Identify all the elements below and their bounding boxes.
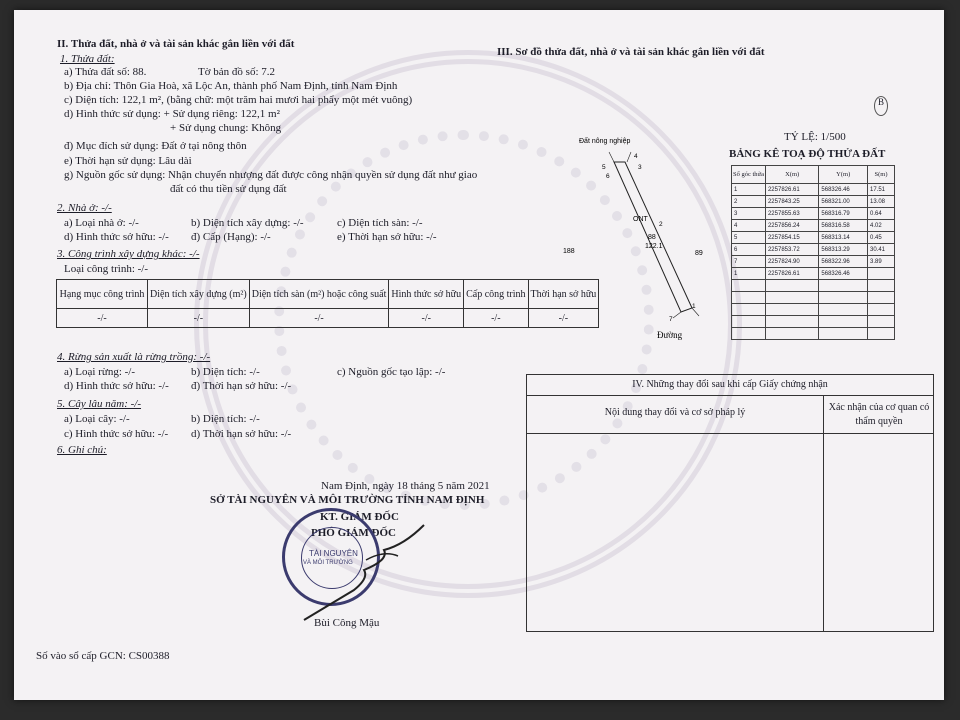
coord-cell-y: 568326.46: [819, 184, 868, 196]
works-col-term: Thời hạn sở hữu: [528, 280, 599, 309]
coordinate-table: [731, 165, 895, 340]
works-table: [56, 279, 599, 328]
house-heading: 2. Nhà ở: -/-: [57, 202, 112, 214]
coord-cell-y: 568326.46: [819, 268, 868, 280]
trees-ownership: c) Hình thức sở hữu: -/-: [64, 428, 169, 440]
coord-cell-y: 568313.14: [819, 232, 868, 244]
coord-cell-y: [819, 316, 868, 328]
coord-cell-x: 2257855.63: [765, 208, 818, 220]
land-map-sheet: Tờ bản đồ số: 7.2: [198, 66, 276, 78]
house-type: a) Loại nhà ở: -/-: [64, 217, 139, 229]
trees-heading: 5. Cây lâu năm: -/-: [57, 398, 142, 410]
coord-row: [732, 184, 895, 196]
coord-cell-point: 4: [732, 220, 766, 232]
coord-cell-x: 2257843.25: [765, 196, 818, 208]
signatory-role: KT. GIÁM ĐỐC: [320, 511, 399, 523]
coord-cell-y: [819, 328, 868, 340]
coord-cell-x: [765, 316, 818, 328]
land-parcel-no: a) Thửa đất số: 88.: [64, 66, 147, 78]
coord-col-y: Y(m): [819, 166, 868, 184]
land-usage-form: d) Hình thức sử dụng: + Sử dụng riêng: 122,1 m²: [64, 108, 280, 120]
trees-area: b) Diện tích: -/-: [191, 413, 260, 425]
coord-col-x: X(m): [765, 166, 818, 184]
coord-cell-point: [732, 292, 766, 304]
coord-row: [732, 304, 895, 316]
works-col-item: Hạng mục công trình: [57, 280, 148, 309]
coord-col-point: Số góc thửa: [732, 166, 766, 184]
works-col-floor-area: Diện tích sàn (m²) hoặc công suất: [249, 280, 389, 309]
coord-row: [732, 280, 895, 292]
coord-cell-s: [868, 280, 895, 292]
sketch-land-code: ONT: [633, 216, 648, 223]
section-iii-title: III. Sơ đồ thửa đất, nhà ở và tài sản khác gắn liền với đất: [497, 46, 765, 58]
coord-cell-point: [732, 316, 766, 328]
coord-cell-s: 0.45: [868, 232, 895, 244]
coord-cell-s: 13.08: [868, 196, 895, 208]
sketch-vertex: 6: [606, 173, 610, 180]
coord-cell-point: 1: [732, 184, 766, 196]
house-grade: đ) Cấp (Hạng): -/-: [191, 231, 271, 243]
registry-number: Số vào sổ cấp GCN: CS00388: [36, 650, 170, 662]
coord-cell-x: [765, 280, 818, 292]
works-col-grade: Cấp công trình: [464, 280, 528, 309]
changes-header-rule: [527, 433, 933, 434]
coord-cell-s: 3.89: [868, 256, 895, 268]
map-scale: TỶ LỆ: 1/500: [784, 131, 846, 143]
coord-cell-x: 2257826.61: [765, 268, 818, 280]
changes-box: [526, 374, 934, 632]
sketch-vertex: 3: [638, 164, 642, 171]
coord-row: [732, 268, 895, 280]
works-cell: -/-: [249, 309, 389, 328]
forest-area: b) Diện tích: -/-: [191, 366, 260, 378]
coord-row: [732, 328, 895, 340]
forest-ownership: d) Hình thức sở hữu: -/-: [64, 380, 169, 392]
notes-heading: 6. Ghi chú:: [57, 444, 107, 456]
sketch-vertex: 7: [669, 316, 673, 323]
forest-heading: 4. Rừng sản xuất là rừng trồng: -/-: [57, 351, 211, 363]
coord-cell-s: 0.64: [868, 208, 895, 220]
coord-row: [732, 292, 895, 304]
house-term: e) Thời hạn sở hữu: -/-: [337, 231, 437, 243]
coord-cell-x: 2257856.24: [765, 220, 818, 232]
coord-cell-x: [765, 304, 818, 316]
land-term: e) Thời hạn sử dụng: Lâu dài: [64, 155, 192, 167]
sketch-parcel-no: 88: [648, 234, 656, 241]
handwritten-signature: [294, 520, 444, 630]
changes-col-content: Nội dung thay đổi và cơ sở pháp lý: [604, 407, 746, 418]
coord-cell-s: 30.41: [868, 244, 895, 256]
forest-term: đ) Thời hạn sở hữu: -/-: [191, 380, 292, 392]
coord-row: [732, 244, 895, 256]
coord-row: [732, 208, 895, 220]
coord-cell-x: [765, 292, 818, 304]
sketch-vertex: 4: [634, 153, 638, 160]
coord-row: [732, 220, 895, 232]
coord-cell-point: [732, 304, 766, 316]
sketch-vertex: 2: [659, 221, 663, 228]
coord-cell-x: [765, 328, 818, 340]
coord-cell-y: [819, 304, 868, 316]
coord-cell-point: 6: [732, 244, 766, 256]
coord-rows: [732, 184, 895, 340]
works-cell: -/-: [148, 309, 250, 328]
issuing-department: SỞ TÀI NGUYÊN VÀ MÔI TRƯỜNG TỈNH NAM ĐỊNH: [210, 494, 485, 506]
forest-origin: c) Nguồn gốc tạo lập: -/-: [337, 366, 446, 378]
coord-cell-point: 3: [732, 208, 766, 220]
thua-dat-heading: 1. Thửa đất:: [60, 53, 115, 65]
works-col-built-area: Diện tích xây dựng (m²): [148, 280, 250, 309]
coord-cell-s: [868, 316, 895, 328]
changes-title: IV. Những thay đổi sau khi cấp Giấy chứng nhận: [527, 375, 933, 396]
sketch-vertex: 5: [602, 164, 606, 171]
coord-cell-point: [732, 328, 766, 340]
land-origin-cont: đất có thu tiền sử dụng đất: [170, 183, 287, 195]
coord-cell-x: 2257853.72: [765, 244, 818, 256]
works-cell: -/-: [528, 309, 599, 328]
coord-row: [732, 256, 895, 268]
coord-cell-point: 7: [732, 256, 766, 268]
coord-cell-y: 568313.29: [819, 244, 868, 256]
works-heading: 3. Công trình xây dựng khác: -/-: [57, 248, 200, 260]
changes-divider: [823, 396, 824, 631]
sketch-neighbor-right: 89: [695, 250, 703, 257]
coord-cell-point: [732, 280, 766, 292]
coord-cell-y: 568316.79: [819, 208, 868, 220]
coord-cell-s: [868, 268, 895, 280]
coord-cell-y: 568316.58: [819, 220, 868, 232]
coord-cell-x: 2257824.90: [765, 256, 818, 268]
coord-cell-y: [819, 280, 868, 292]
coord-cell-s: [868, 292, 895, 304]
coord-cell-x: 2257826.61: [765, 184, 818, 196]
coord-row: [732, 196, 895, 208]
sketch-road-label: Đường: [657, 330, 683, 340]
coord-cell-point: 5: [732, 232, 766, 244]
land-origin: g) Nguồn gốc sử dụng: Nhận chuyển nhượng đất được công nhận quyền sử dụng đất như giao: [64, 169, 478, 181]
coord-cell-x: 2257854.15: [765, 232, 818, 244]
section-ii-title: II. Thửa đất, nhà ở và tài sản khác gắn liền với đất: [57, 38, 295, 50]
coord-cell-point: 2: [732, 196, 766, 208]
coord-cell-s: [868, 304, 895, 316]
seal-text-2: VÀ MÔI TRƯỜNG: [303, 560, 353, 566]
page-marker-icon: B: [874, 96, 888, 116]
coord-cell-s: 17.51: [868, 184, 895, 196]
works-cell: -/-: [57, 309, 148, 328]
land-common-use: + Sử dụng chung: Không: [170, 122, 282, 134]
coord-cell-y: [819, 292, 868, 304]
coord-row: [732, 316, 895, 328]
coord-col-s: S(m): [868, 166, 895, 184]
sketch-label-nongnghiep: Đất nông nghiệp: [579, 138, 631, 145]
signatory-name: Bùi Công Mậu: [314, 617, 380, 629]
land-address: b) Địa chỉ: Thôn Gia Hoà, xã Lộc An, thành phố Nam Định, tỉnh Nam Định: [64, 80, 398, 92]
land-purpose: đ) Mục đích sử dụng: Đất ở tại nông thôn: [64, 140, 247, 152]
coord-cell-point: 1: [732, 268, 766, 280]
signatory-position: PHÓ GIÁM ĐỐC: [311, 527, 396, 539]
trees-type: a) Loại cây: -/-: [64, 413, 130, 425]
works-cell: -/-: [464, 309, 528, 328]
certificate-page: [14, 10, 944, 700]
coord-cell-s: [868, 328, 895, 340]
coord-cell-s: 4.02: [868, 220, 895, 232]
seal-text-1: TÀI NGUYÊN: [309, 549, 358, 558]
sign-date: Nam Định, ngày 18 tháng 5 năm 2021: [321, 480, 490, 492]
house-ownership: d) Hình thức sở hữu: -/-: [64, 231, 169, 243]
works-type: Loại công trình: -/-: [64, 263, 149, 275]
forest-type: a) Loại rừng: -/-: [64, 366, 136, 378]
coord-row: [732, 232, 895, 244]
works-cell: -/-: [389, 309, 464, 328]
changes-col-authority: Xác nhận của cơ quan có thẩm quyền: [828, 402, 930, 427]
coord-cell-y: 568322.96: [819, 256, 868, 268]
land-area: c) Diện tích: 122,1 m², (bằng chữ: một trăm hai mươi hai phẩy một mét vuông): [64, 94, 413, 106]
house-floor-area: c) Diện tích sàn: -/-: [337, 217, 423, 229]
works-col-ownership: Hình thức sở hữu: [389, 280, 464, 309]
sketch-vertex: 1: [692, 303, 696, 310]
sketch-neighbor-left: 188: [563, 248, 575, 255]
trees-term: d) Thời hạn sở hữu: -/-: [191, 428, 292, 440]
parcel-sketch: [559, 128, 724, 348]
coord-cell-y: 568321.00: [819, 196, 868, 208]
sketch-area: 122.1: [645, 243, 663, 250]
coord-table-title: BẢNG KÊ TOẠ ĐỘ THỬA ĐẤT: [729, 148, 886, 160]
house-built-area: b) Diện tích xây dựng: -/-: [191, 217, 304, 229]
